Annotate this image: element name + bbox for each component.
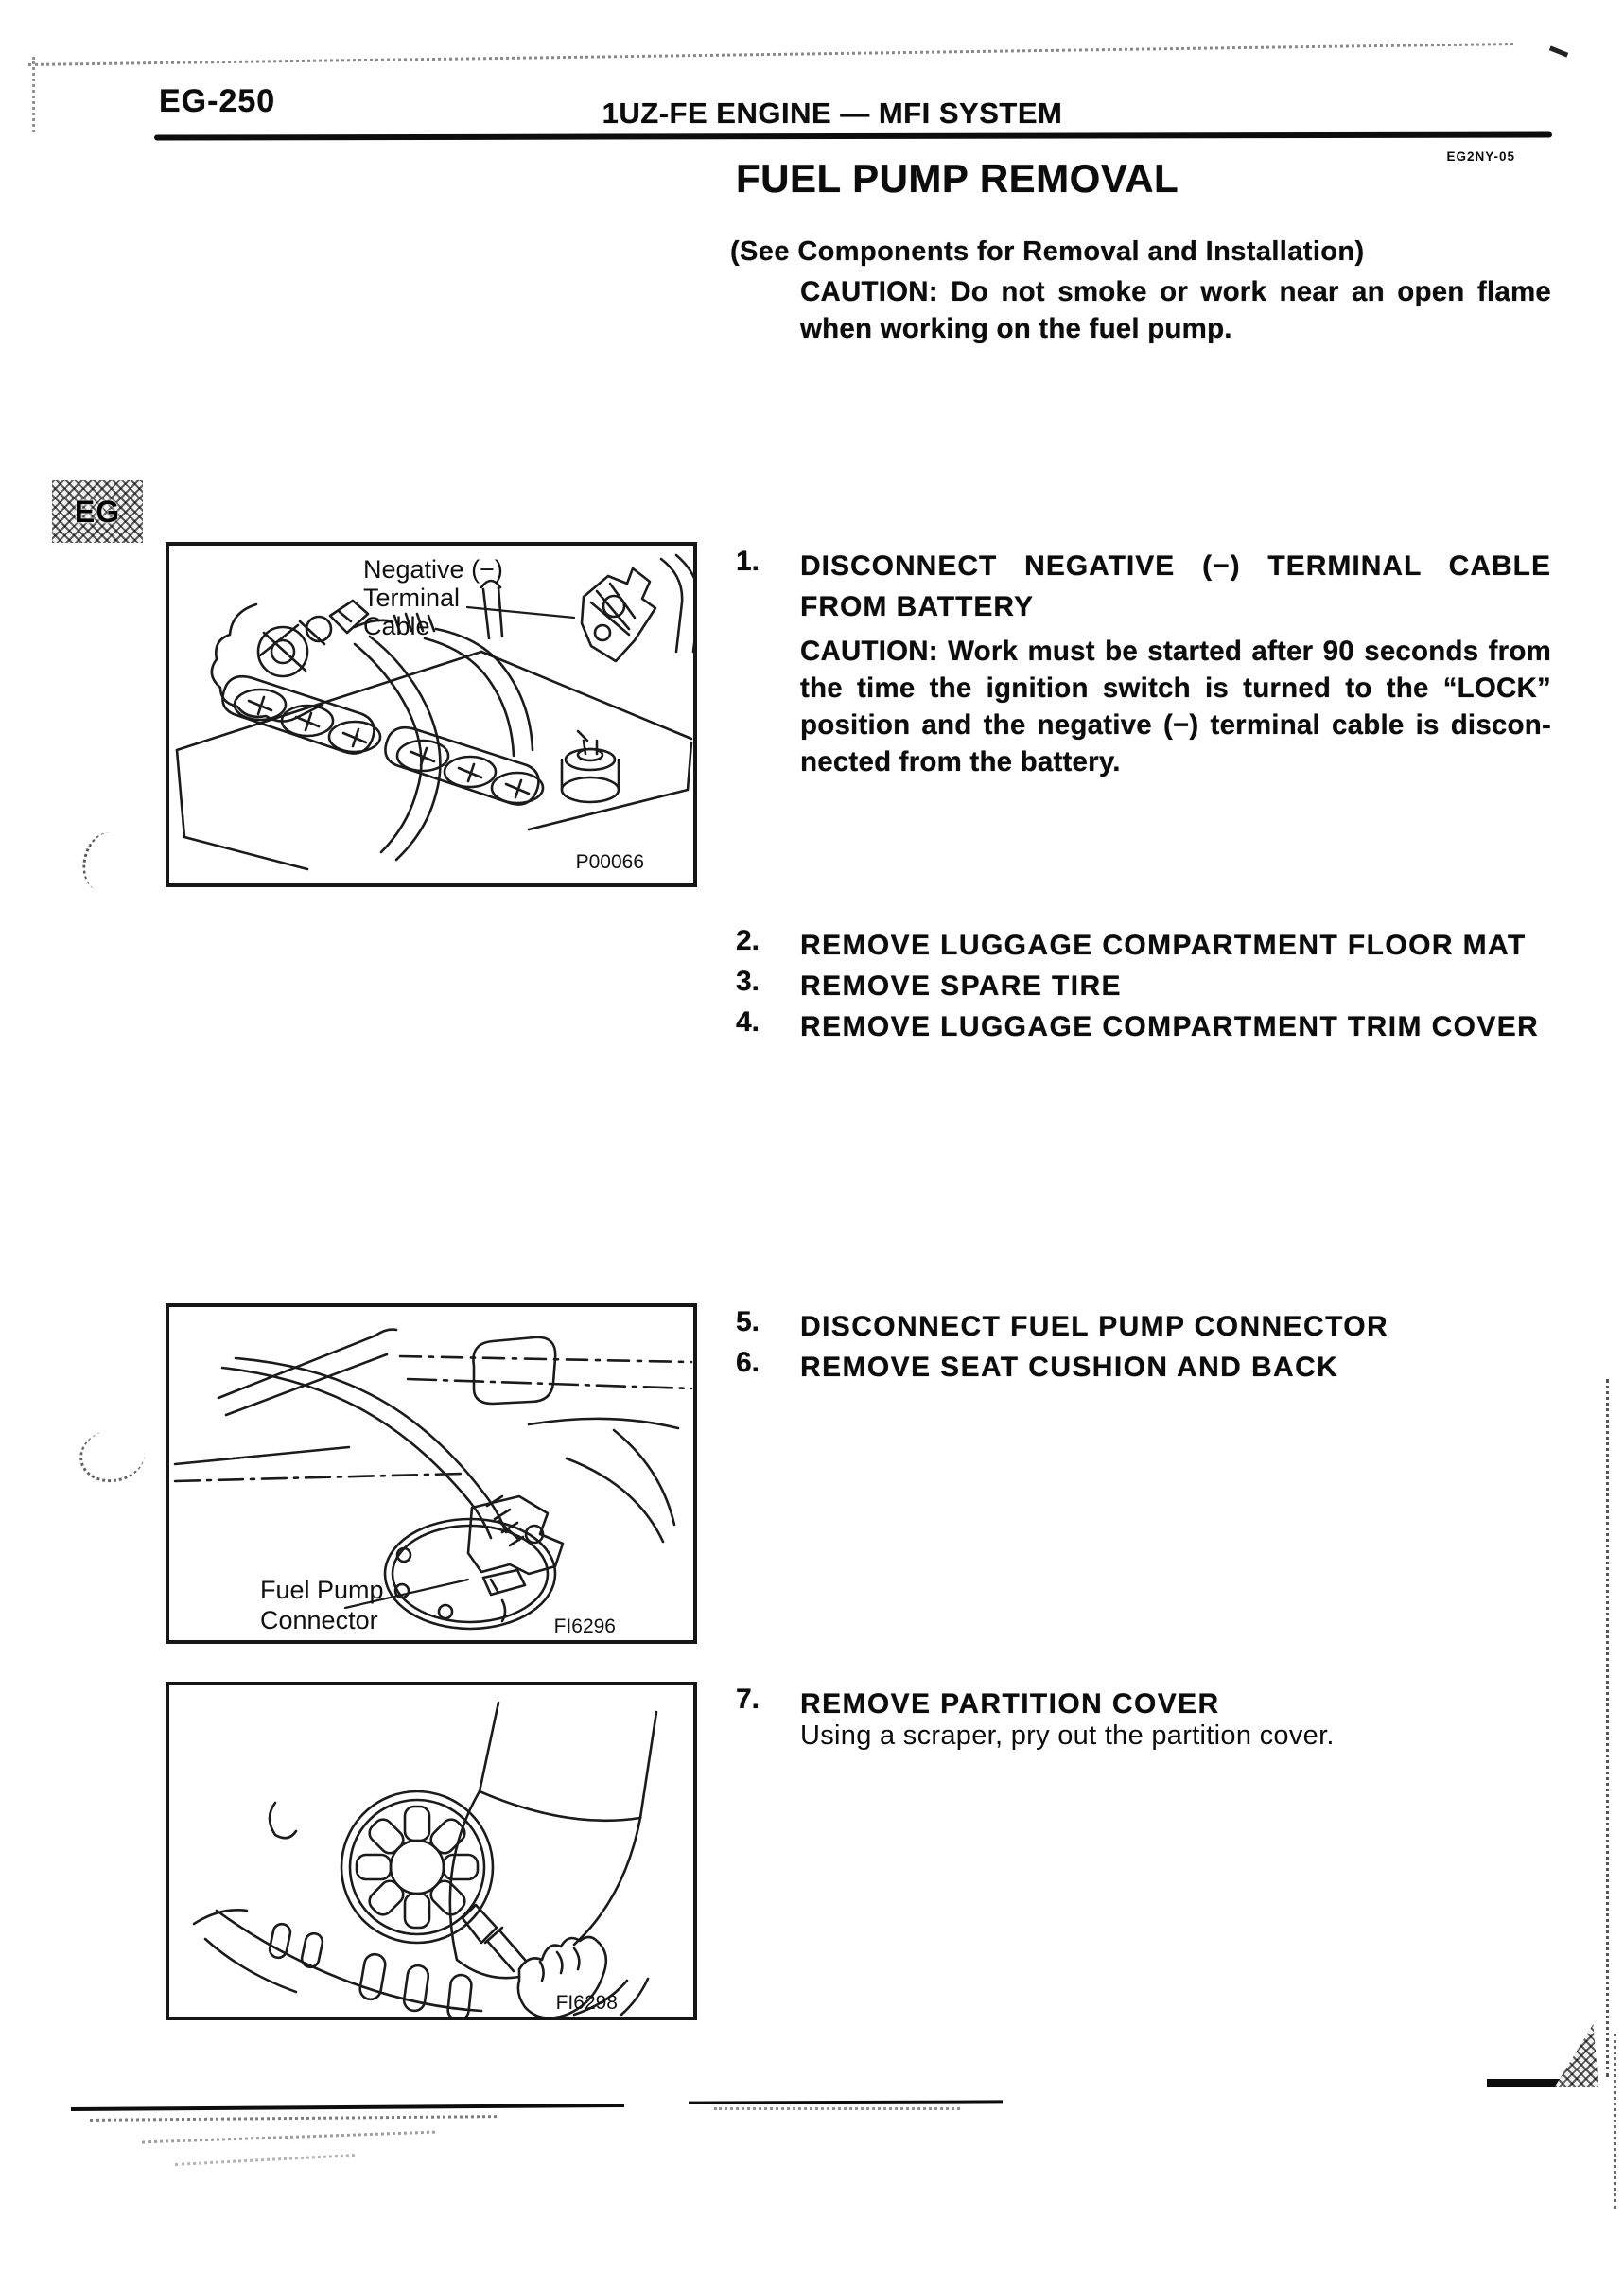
- figure-fuel-pump: [166, 1303, 697, 1644]
- scan-artifact-right-dotted-line: [1606, 1379, 1609, 2077]
- intro-caution-line-1: CAUTION: Do not smoke or work near an open flame: [800, 276, 1551, 307]
- step-6-heading: REMOVE SEAT CUSHION AND BACK: [800, 1352, 1339, 1383]
- step-5-number: 5.: [736, 1306, 760, 1337]
- fuel-pump-label-line-2: Connector: [260, 1606, 378, 1634]
- step-5-heading: DISCONNECT FUEL PUMP CONNECTOR: [800, 1311, 1389, 1342]
- page-subtitle: (See Components for Removal and Installation): [730, 236, 1365, 267]
- battery-label-line-2: Terminal: [363, 584, 461, 612]
- figure-partition-cover: [166, 1682, 697, 2020]
- figure-battery: [166, 542, 697, 887]
- step-1-caution-line-4: nected from the battery.: [800, 746, 1121, 777]
- scan-artifact-speckle-2: [142, 2131, 435, 2144]
- scan-artifact-top-dots: [28, 43, 1513, 66]
- page-number: EG-250: [159, 83, 276, 119]
- scan-artifact-speckle-3: [175, 2154, 355, 2166]
- battery-label-line-1: Negative (−): [363, 555, 503, 584]
- step-1-heading-line-2: FROM BATTERY: [800, 591, 1034, 622]
- step-1-number: 1.: [736, 546, 760, 577]
- header-rule: [154, 131, 1552, 140]
- scan-artifact-speckle-4: [714, 2107, 960, 2110]
- step-3-number: 3.: [736, 966, 760, 997]
- step-2-heading: REMOVE LUGGAGE COMPARTMENT FLOOR MAT: [800, 930, 1527, 961]
- page-title: FUEL PUMP REMOVAL: [736, 156, 1179, 201]
- scan-artifact-left-dots: [32, 57, 35, 132]
- step-2-number: 2.: [736, 925, 760, 956]
- bottom-rule-right: [689, 2100, 1003, 2104]
- section-tab: [52, 480, 143, 543]
- step-3-heading: REMOVE SPARE TIRE: [800, 970, 1122, 1002]
- step-7-body: Using a scraper, pry out the partition cover.: [800, 1720, 1335, 1751]
- partition-figure-code: FI6298: [555, 1992, 618, 2014]
- partition-cover-illustration: [169, 1685, 693, 2017]
- scan-artifact-arc-1: [77, 828, 132, 895]
- intro-caution: [800, 273, 1551, 347]
- battery-figure-code: P00066: [575, 851, 644, 873]
- step-4-heading: REMOVE LUGGAGE COMPARTMENT TRIM COVER: [800, 1011, 1540, 1042]
- fuel-pump-illustration: [169, 1307, 693, 1640]
- step-7-heading: REMOVE PARTITION COVER: [800, 1688, 1220, 1720]
- intro-caution-line-2: when working on the fuel pump.: [800, 313, 1232, 344]
- header-title: 1UZ-FE ENGINE — MFI SYSTEM: [602, 96, 1063, 130]
- step-1-heading-line-1: DISCONNECT NEGATIVE (−) TERMINAL CABLE: [800, 550, 1551, 582]
- bottom-rule-left: [71, 2104, 624, 2111]
- step-1-heading: [800, 546, 1551, 627]
- section-tab-label: EG: [74, 494, 121, 529]
- scan-artifact-top-right-tick: [1549, 45, 1568, 57]
- fuel-pump-label-line-1: Fuel Pump: [260, 1576, 384, 1604]
- step-1-caution-line-1: CAUTION: Work must be started after 90 seconds from: [800, 636, 1551, 667]
- step-4-number: 4.: [736, 1006, 760, 1038]
- fuel-pump-figure-code: FI6296: [553, 1615, 616, 1637]
- scan-artifact-right-dotted-line-2: [1614, 2034, 1616, 2209]
- scan-artifact-corner-blob: [1555, 2024, 1598, 2087]
- step-6-number: 6.: [736, 1347, 760, 1378]
- scan-artifact-heavy-dash: [1487, 2079, 1561, 2087]
- step-1-caution-line-3: position and the negative (−) terminal cable is discon-: [800, 709, 1551, 741]
- battery-label-line-3: Cable: [363, 612, 430, 640]
- step-7-number: 7.: [736, 1684, 760, 1715]
- scan-artifact-speckle-1: [90, 2115, 497, 2122]
- scan-artifact-arc-2: [77, 1425, 148, 1486]
- battery-illustration: [169, 546, 693, 883]
- step-1-caution-line-2: the time the ignition switch is turned to the “LOCK”: [800, 672, 1551, 704]
- step-1-caution: [800, 633, 1551, 780]
- section-code: EG2NY-05: [1446, 149, 1515, 164]
